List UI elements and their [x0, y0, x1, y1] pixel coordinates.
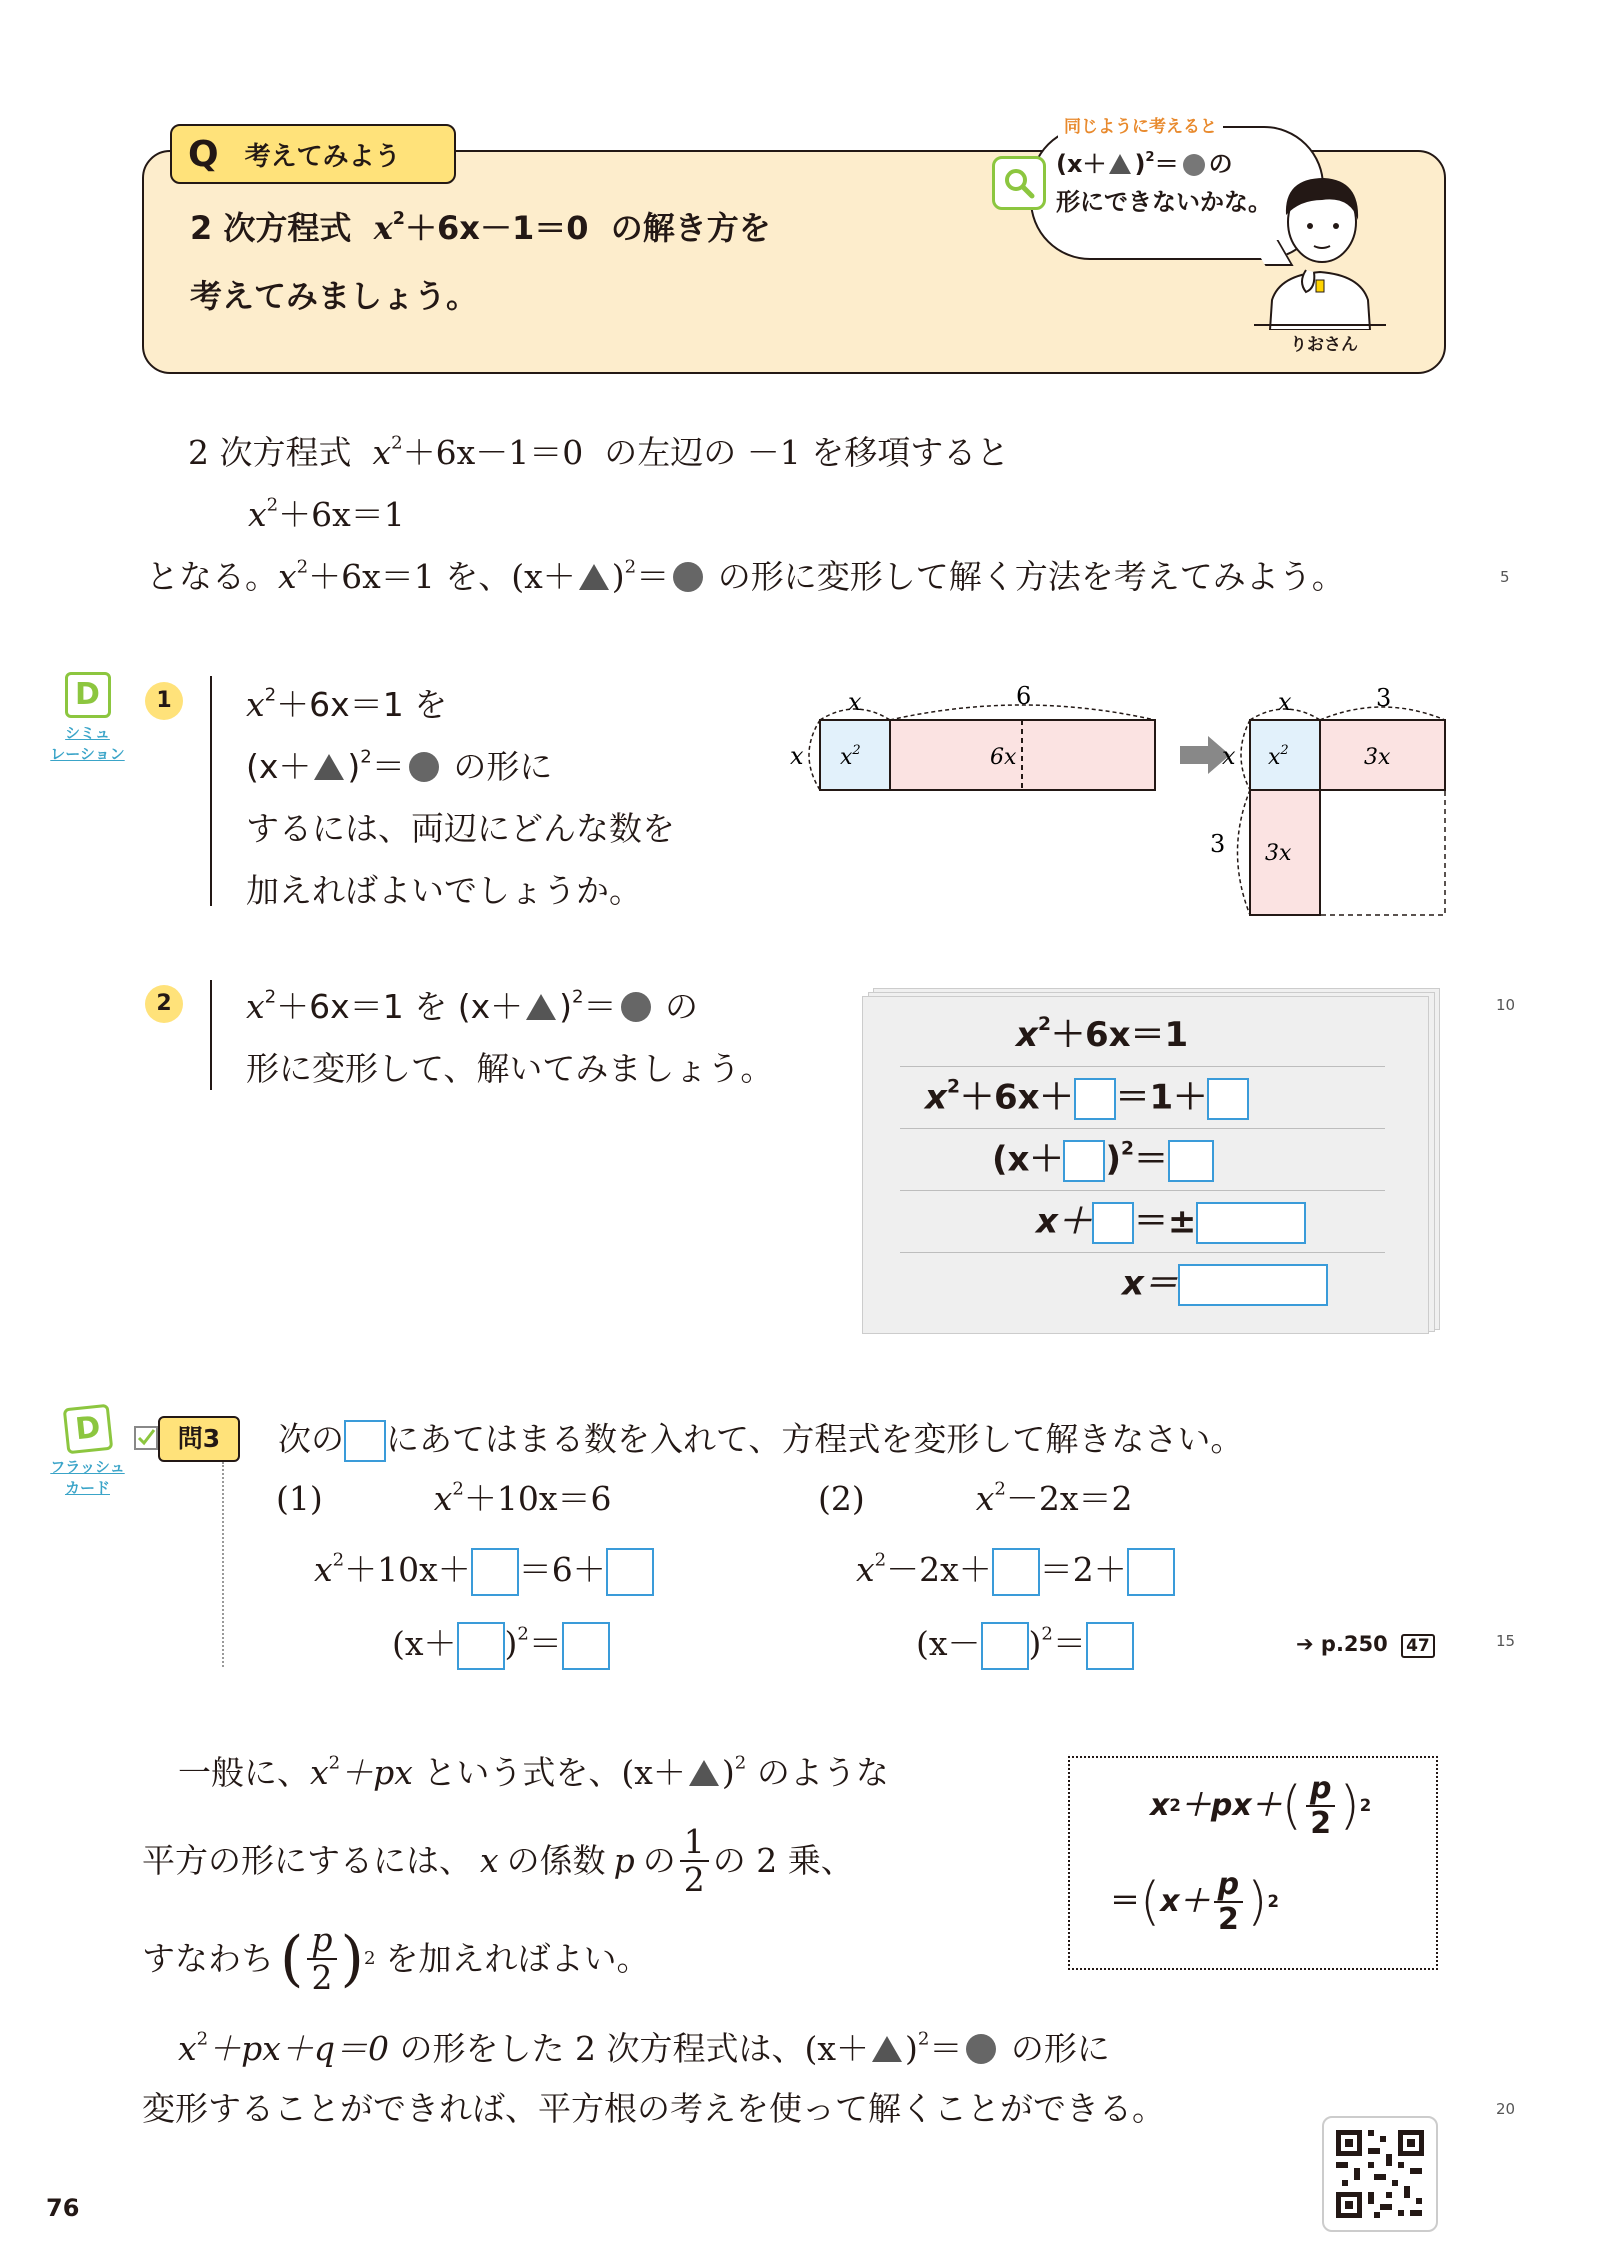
page-reference-link[interactable]: ➔ p.250 47 [1296, 1632, 1435, 1658]
q1-line3: するには、両辺にどんな数を [246, 809, 675, 848]
circle-icon [966, 2034, 996, 2064]
work-divider [900, 1190, 1385, 1191]
answer-blank[interactable] [981, 1622, 1029, 1670]
circle-icon [1183, 154, 1205, 176]
blank-sample [344, 1420, 386, 1462]
answer-blank[interactable] [1074, 1078, 1116, 1120]
diagram-left-rect-label: 6x [990, 745, 1017, 770]
margin-number-10: 10 [1496, 996, 1516, 1014]
fraction-p-over-2: $\frac{p}{2}$ [307, 1922, 336, 1997]
q1-line4: 加えればよいでしょうか。 [246, 871, 642, 910]
diagram-left-side-x: x [790, 742, 804, 770]
answer-blank[interactable] [1168, 1140, 1214, 1182]
q2-line2: 形に変形して、解いてみましょう。 [246, 1049, 774, 1088]
triangle-icon [579, 564, 609, 590]
formula-line2: ＝ ( x＋ $\frac{p}{2}$ ) 2 [1110, 1867, 1279, 1937]
q-question-line2: 考えてみましょう。 [190, 277, 479, 315]
answer-blank[interactable] [1063, 1140, 1105, 1182]
q1-number-badge: 1 [145, 682, 183, 720]
triangle-icon [1109, 154, 1131, 174]
fraction-one-half: $\frac{1}{2}$ [680, 1824, 709, 1899]
circle-icon [673, 562, 703, 592]
answer-blank[interactable] [562, 1622, 610, 1670]
answer-blank[interactable] [471, 1548, 519, 1596]
character-name: りおさん [1290, 335, 1358, 355]
page-number: 76 [46, 2194, 80, 2222]
general-line1: 一般に、$x^2+px$ という式を、$(x+ )^2$ のような [178, 1752, 889, 1792]
answer-blank[interactable] [1127, 1548, 1175, 1596]
flashcard-label-1: フラッシュ [50, 1458, 125, 1476]
work-row-5: x＝ [1122, 1264, 1328, 1306]
diagram-right-top-x: x [1278, 688, 1292, 716]
general-line5: 変形することができれば、平方根の考えを使って解くことができる。 [142, 2089, 1165, 2128]
toi3-p2-line2: $x^2-2x+ =2+$ [856, 1548, 1175, 1596]
general-line4: $x^2+px+q=0$ の形をした 2 次方程式は、$(x+ )^2=$ の形に [178, 2028, 1110, 2068]
qr-code[interactable] [1322, 2116, 1438, 2232]
q1-line2: $(x+ )^2=$ の形に [246, 746, 553, 786]
q-badge [170, 124, 456, 184]
simulation-label-1: シミュ [65, 724, 110, 742]
toi3-p1-line3: $(x+ )^2=$ [392, 1622, 610, 1670]
toi3-instruction: 次の にあてはまる数を入れて、方程式を変形して解きなさい。 [278, 1420, 1243, 1462]
general-line2: 平方の形にするには、 x の係数 p の $\frac{1}{2}$ の 2 乗、 [142, 1822, 854, 1900]
q1-line1: $x^2+6x=1$ を [246, 684, 448, 724]
intro-line1: 2 次方程式 $x^2+6x-1=0$ の左辺の －1 を移項すると [188, 432, 1010, 472]
bubble-line1: $(x+ )^2=$ の [1056, 149, 1233, 178]
work-row-3: $(x+ )^2=$ [992, 1140, 1214, 1182]
diagram-right-side-x: x [1222, 742, 1236, 770]
work-divider [900, 1252, 1385, 1253]
character-rio-illustration [1250, 160, 1390, 330]
general-line3: すなわち ( $\frac{p}{2}$ ) 2 を加えればよい。 [142, 1920, 650, 1998]
toi3-p1-line1: (1) $x^2+10x=6$ [276, 1478, 612, 1518]
q-letter: Q [188, 133, 219, 175]
work-divider [900, 1066, 1385, 1067]
check-icon [134, 1426, 158, 1450]
arrow-right-icon: ➔ [1296, 1632, 1314, 1656]
simulation-label-2: レーション [50, 745, 125, 763]
toi3-dotted-rule [222, 1462, 224, 1667]
diagram-left-top-x: x [848, 688, 862, 716]
circle-icon [621, 992, 651, 1022]
answer-blank[interactable] [606, 1548, 654, 1596]
intro-line2: $x^2+6x=1$ [248, 494, 405, 534]
diagram-right-top-3: 3 [1376, 684, 1392, 712]
answer-blank[interactable] [1092, 1202, 1134, 1244]
flashcard-link[interactable] [40, 1406, 135, 1506]
q2-number-badge: 2 [145, 985, 183, 1023]
toi3-label: 問3 [158, 1416, 240, 1462]
work-row-4: x＋ ＝± [1036, 1202, 1306, 1244]
triangle-icon [314, 754, 344, 780]
answer-blank-wide[interactable] [1196, 1202, 1306, 1244]
answer-blank[interactable] [457, 1622, 505, 1670]
diagram-bottom-rect-label: 3x [1265, 841, 1292, 866]
triangle-icon [689, 1760, 719, 1786]
diagram-right-rect-label: 3x [1364, 745, 1391, 770]
diagram-left-square-label: $x^2$ [840, 743, 861, 770]
triangle-icon [872, 2036, 902, 2062]
toi3-p2-line3: $(x- )^2=$ [916, 1622, 1134, 1670]
q2-line1: $x^2+6x=1$ を $(x+ )^2=$ の [246, 986, 699, 1026]
q-question-line1: 2 次方程式 $x^2+6x-1=0$ の解き方を [190, 209, 771, 247]
magnifier-icon [992, 156, 1046, 210]
diagram-left-top-6: 6 [1016, 682, 1032, 710]
work-row-2: $x^2+6x+ =1+$ [925, 1078, 1249, 1120]
flashcard-label-2: カード [64, 1479, 110, 1497]
q2-bracket [210, 980, 232, 1090]
work-row-1: $x^2+6x=1$ [1016, 1014, 1189, 1055]
answer-blank-wide[interactable] [1178, 1264, 1328, 1306]
q1-bracket [210, 676, 232, 906]
flashcard-d-icon: D [62, 1404, 113, 1455]
answer-blank[interactable] [992, 1548, 1040, 1596]
intro-line3: となる。$x^2+6x=1$ を、$(x+ )^2=$ の形に変形して解く方法を考えてみよう。 [146, 556, 1345, 596]
bubble-header: 同じように考えると [1058, 110, 1223, 139]
margin-number-5: 5 [1500, 568, 1510, 586]
triangle-icon [526, 994, 556, 1020]
diagram-right-square-label: $x^2$ [1268, 743, 1289, 770]
simulation-link[interactable] [40, 672, 135, 772]
margin-number-15: 15 [1496, 1632, 1516, 1650]
q-title: 考えてみよう [244, 141, 401, 172]
area-diagram [770, 680, 1450, 920]
toi3-p2-line1: (2) $x^2-2x=2$ [818, 1478, 1133, 1518]
work-divider [900, 1128, 1385, 1129]
bubble-line2: 形にできないかな。 [1056, 188, 1272, 216]
formula-line1: x 2 ＋px＋ ( $\frac{p}{2}$ ) 2 [1150, 1771, 1372, 1841]
circle-icon [409, 752, 439, 782]
toi3-p1-line2: $x^2+10x+ =6+$ [314, 1548, 654, 1596]
answer-blank[interactable] [1086, 1622, 1134, 1670]
diagram-right-side-3: 3 [1210, 830, 1226, 858]
answer-blank[interactable] [1207, 1078, 1249, 1120]
exercise-number-badge: 47 [1401, 1634, 1435, 1658]
simulation-d-icon: D [65, 672, 111, 718]
margin-number-20: 20 [1496, 2100, 1516, 2118]
